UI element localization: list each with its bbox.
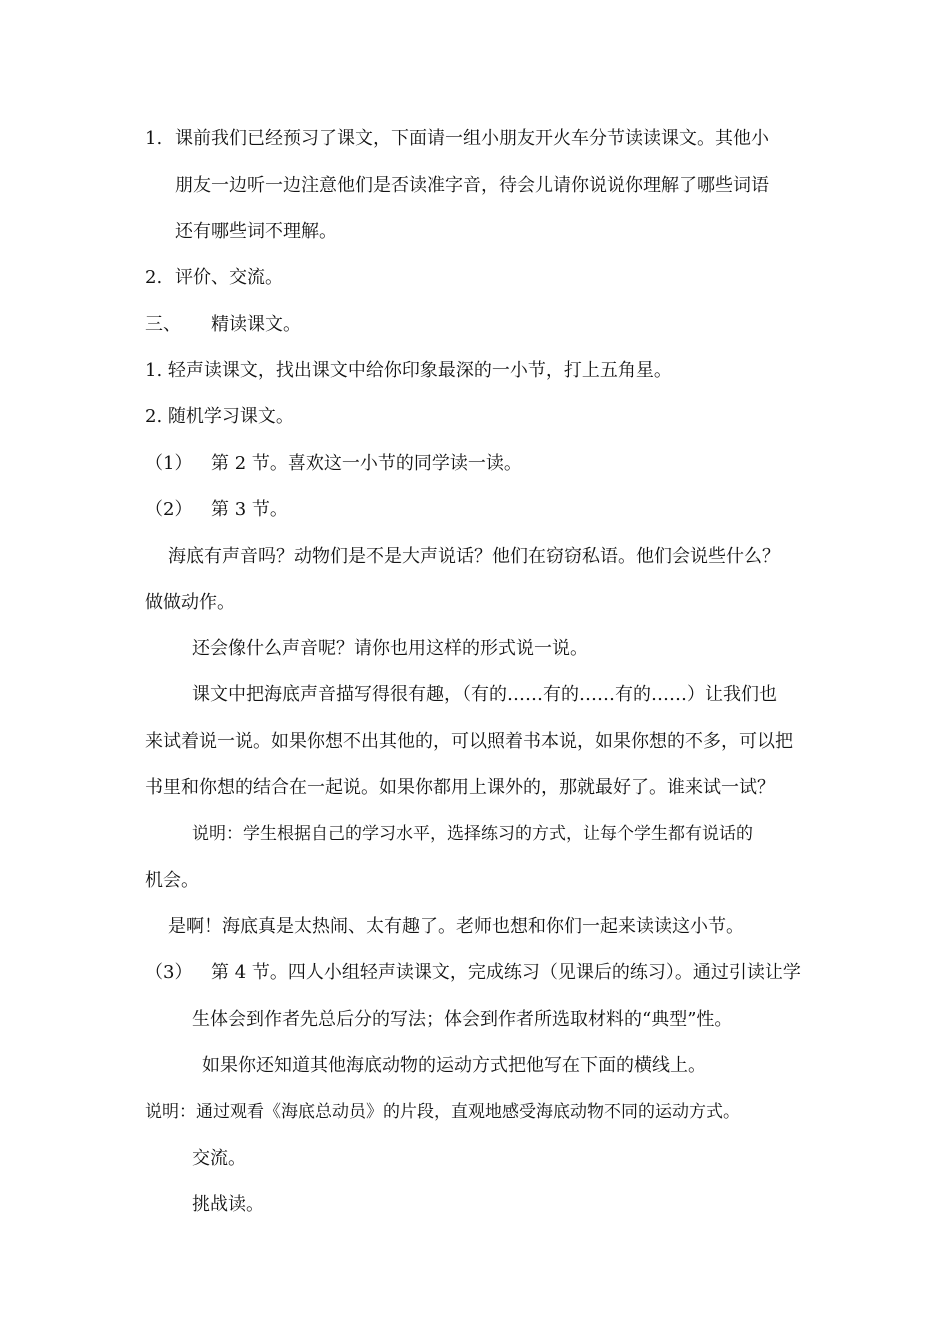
step-1-text: 1. 轻声读课文，找出课文中给你印象最深的一小节，打上五角星。 (145, 360, 672, 381)
item-1-line-2: 朋友一边听一边注意他们是否读准字音，待会儿请你说说你理解了哪些词语 (175, 175, 769, 196)
item-2-text: 评价、交流。 (175, 267, 283, 288)
note-1-line-2: 机会。 (145, 870, 199, 891)
para-describe-line-2: 来试着说一说。如果你想不出其他的，可以照着书本说，如果你想的不多，可以把 (145, 731, 793, 752)
note-1-line-1: 说明：学生根据自己的学习水平，选择练习的方式，让每个学生都有说话的 (192, 824, 753, 844)
para-other-sound: 还会像什么声音呢？请你也用这样的形式说一说。 (192, 638, 588, 659)
para-write: 如果你还知道其他海底动物的运动方式把他写在下面的横线上。 (202, 1055, 706, 1076)
exchange-text: 交流。 (192, 1148, 246, 1169)
section-3-heading: 精读课文。 (211, 314, 301, 335)
para-describe-line-3: 书里和你想的结合在一起说。如果你都用上课外的，那就最好了。谁来试一试？ (145, 777, 775, 798)
sub-1-number: （1） (145, 453, 193, 474)
note-2: 说明：通过观看《海底总动员》的片段，直观地感受海底动物不同的运动方式。 (145, 1102, 740, 1122)
item-1-line-3: 还有哪些词不理解。 (175, 221, 337, 242)
item-1-line-1: 课前我们已经预习了课文，下面请一组小朋友开火车分节读读课文。其他小 (175, 128, 769, 149)
item-1-number: 1. (145, 128, 163, 149)
section-3-number: 三、 (145, 314, 181, 335)
item-2-number: 2. (145, 267, 163, 288)
sub-3-line-2: 生体会到作者先总后分的写法；体会到作者所选取材料的“典型”性。 (192, 1009, 733, 1030)
sub-3-line-1: 第 4 节。四人小组轻声读课文，完成练习（见课后的练习）。通过引读让学 (211, 962, 801, 983)
step-2-text: 2. 随机学习课文。 (145, 406, 294, 427)
para-sound-line-1: 海底有声音吗？动物们是不是大声说话？他们在窃窃私语。他们会说些什么？ (168, 546, 780, 567)
sub-3-number: （3） (145, 962, 193, 983)
sub-2-number: （2） (145, 499, 193, 520)
para-describe-line-1: 课文中把海底声音描写得很有趣，（有的……有的……有的……）让我们也 (192, 684, 777, 705)
para-sound-line-2: 做做动作。 (145, 592, 235, 613)
challenge-text: 挑战读。 (192, 1194, 264, 1215)
para-lively: 是啊！海底真是太热闹、太有趣了。老师也想和你们一起来读读这小节。 (168, 916, 744, 937)
sub-2-text: 第 3 节。 (211, 499, 288, 520)
sub-1-text: 第 2 节。喜欢这一小节的同学读一读。 (211, 453, 522, 474)
